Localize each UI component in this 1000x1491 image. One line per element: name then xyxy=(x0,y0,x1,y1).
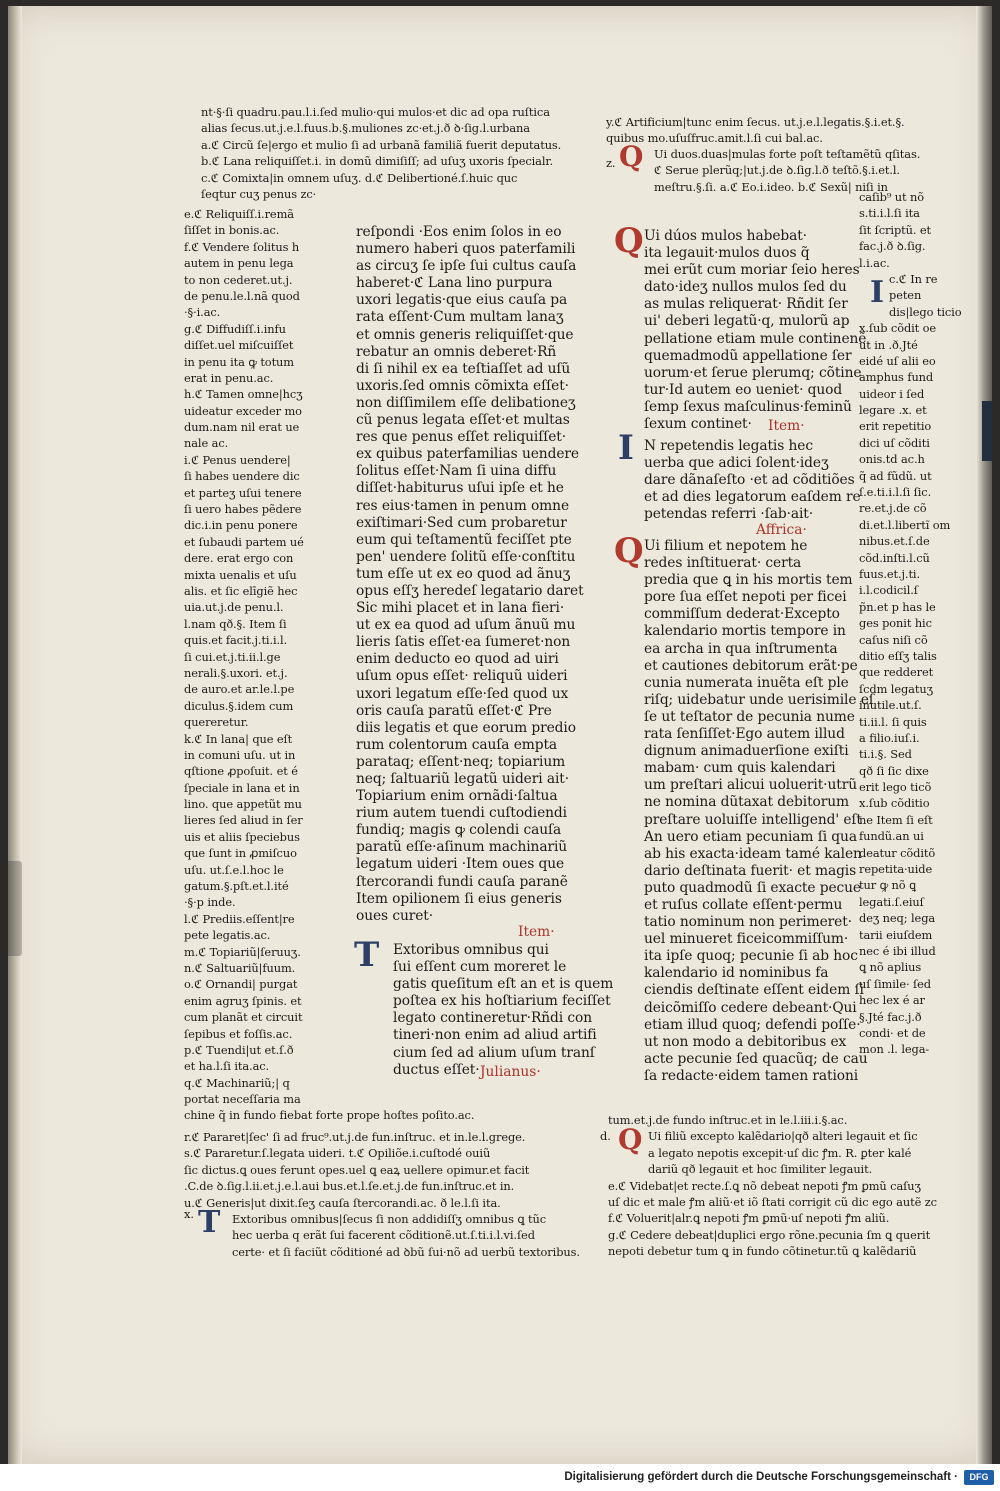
scanned-page xyxy=(8,6,992,1464)
text-line: ſit ſcriptũ. et xyxy=(859,222,932,237)
text-line: fundiq; magis ꝙ colendi cauſa xyxy=(356,822,562,839)
text-line: hec lex é ar xyxy=(859,993,925,1008)
text-line: .C.de ꝺ.ſig.l.ii.et.j.e.l.aui bus.et.l.ſe.et.j.de fun.inſtruc.et in. xyxy=(184,1179,515,1194)
text-line: ſiſſet in bonis.ac. xyxy=(184,223,280,238)
text-line: oris cauſa paratũ eſſet·ℭ Pre xyxy=(356,702,552,719)
text-line: ex quibus paterfamilias uendere xyxy=(356,446,579,463)
text-line: x.ſub cõdit oe xyxy=(859,321,937,336)
text-line: riſq; uidebatur unde uerisimile eſ xyxy=(644,691,874,708)
text-line: ductus eſſet· xyxy=(393,1061,480,1078)
text-line: i.l.codicil.ſ xyxy=(859,583,918,598)
gloss-bottom-x: x. xyxy=(184,1207,194,1221)
text-line: ges ponit hic xyxy=(859,616,932,631)
text-line: et ruſus collate eſſent·permu xyxy=(644,896,843,913)
text-line: legare .x. et xyxy=(859,403,927,418)
text-line: quemadmodũ appellatione ſer xyxy=(644,347,852,364)
text-line: dere. erat ergo con xyxy=(184,551,294,566)
text-line: as mulas reliquerat· Rñdit ſer xyxy=(644,296,848,313)
text-line: nerali.§.uxori. et.j. xyxy=(184,665,288,680)
text-line: g.ℭ Diffudiſſ.i.infu xyxy=(184,321,286,336)
text-line: poſtea ex his hoſtiarium feciſſet xyxy=(393,993,611,1010)
text-line: rebatur an omnis deberet·Rñ xyxy=(356,343,557,360)
text-line: fundũ.an ui xyxy=(859,829,924,844)
text-line: a legato nepotis excepit·uſ dic ꝭm. R. ꝑter kalé xyxy=(648,1145,912,1160)
text-line: nibus.et.ſ.de xyxy=(859,534,930,549)
text-line: erit lego ticõ xyxy=(859,780,932,795)
text-line: to non cederet.ut.j. xyxy=(184,272,293,287)
main-column-1 xyxy=(356,224,584,925)
text-line: legati.ſ.eiuſ xyxy=(859,894,924,909)
text-line: ea archa in qua inſtrumenta xyxy=(644,640,838,657)
text-line: kalendario mortis tempore in xyxy=(644,623,846,640)
text-line: ſ.e.ti.i.l.ſi ſic. xyxy=(859,485,932,500)
text-line: eum qui teſtamentũ feciſſet pte xyxy=(356,531,572,548)
text-line: ti.ii.l. ſi quis xyxy=(859,714,927,729)
text-line: h.ℭ Tamen omne|hcʒ xyxy=(184,387,303,402)
text-line: predia que ꝗ in his mortis tem xyxy=(644,572,853,589)
text-line: etiam illud quoq; defendi poſſe· xyxy=(644,1016,861,1033)
text-line: dario deſtinata fuerit· et magis xyxy=(644,862,857,879)
text-line: eidé uſ alii eo xyxy=(859,353,936,368)
text-line: dici uſ cõditi xyxy=(859,435,930,450)
text-line: nepoti debetur tum ꝗ in fundo cõtinetur.tũ ꝗ kalẽdariũ xyxy=(608,1244,917,1259)
gloss-bottom-left xyxy=(184,1129,580,1260)
text-line: dariũ qð legauit et hoc ſimiliter legauit. xyxy=(648,1162,873,1177)
initial-q-col2: Q xyxy=(614,221,644,261)
text-line: m.ℭ Topiariũ|ſeruuʒ. xyxy=(184,944,301,959)
text-line: meſtru.§.ſi. a.ℭ Eo.i.ideo. b.ℭ Sexũ| niſi in xyxy=(654,179,888,194)
text-line: uſ ſimile· ſed xyxy=(859,976,931,991)
text-line: l.i.ac. xyxy=(859,255,890,270)
text-line: tum eſſe ut ex eo quod ad ãnuʒ xyxy=(356,565,571,582)
bookmark-ribbon xyxy=(982,401,992,461)
text-line: cum planãt et circuit xyxy=(184,1010,303,1025)
text-line: uſu. ut.ſ.e.l.hoc le xyxy=(184,862,284,877)
text-line: ſcdm legatuʒ xyxy=(859,681,933,696)
text-line: Extoribus omnibus|ſecus ſi non addidiſſʒ omnibus ꝗ tũc xyxy=(232,1211,546,1226)
text-line: portat neceſſaria ma xyxy=(184,1092,301,1107)
text-line: lino. que appetũt mu xyxy=(184,797,302,812)
text-line: as circuʒ ſe ipſe ſui cultus cauſa xyxy=(356,258,577,275)
text-line: neq; ſaltuariũ legatũ uideri ait· xyxy=(356,771,570,787)
text-line: amphus fund xyxy=(859,370,934,385)
text-line: hec uerba q erãt ſui facerent cõditionẽ.ut.ſ.ti.i.l.vi.ſed xyxy=(232,1228,535,1243)
text-line: c.ℭ In re xyxy=(889,271,938,286)
text-line: q.ℭ Machinariũ;| q xyxy=(184,1075,290,1090)
text-line: preſtare uoluiſſe intelligend' eſt xyxy=(644,811,862,828)
text-line: ſi cui.et.j.ti.ii.l.ge xyxy=(184,649,281,664)
text-line: ſpeciale in lana et in xyxy=(184,780,300,795)
text-line: erat in penu.ac. xyxy=(184,370,274,385)
text-line: peten xyxy=(889,288,922,303)
text-line: et cautiones debitorum erãt·pe xyxy=(644,657,858,674)
text-line: acte pecunie ſed quacũq; de cau xyxy=(644,1050,868,1067)
text-line: condi· et de xyxy=(859,1025,926,1040)
text-line: uſ dic et male ꝭm aliũ·et iõ ſtati corrigit cũ dic ego autẽ zc xyxy=(608,1194,937,1209)
text-line: cunia numerata inuẽta eſt ple xyxy=(644,674,849,691)
text-line: y.ℭ Artificium|tunc enim ſecus. ut.j.e.l.legatis.§.i.et.§. xyxy=(606,115,905,129)
text-line: mabam· cum quis kalendari xyxy=(644,760,836,777)
text-line: deatur cõditõ xyxy=(859,845,936,860)
gloss-bottom-right xyxy=(608,1112,937,1260)
text-line: uideatur exceder mo xyxy=(184,403,302,418)
text-line: tur·Id autem eo ueniet· quod xyxy=(644,381,843,398)
text-line: in penu ita ꝙ totum xyxy=(184,354,294,369)
text-line: ut non modo a debitoribus ex xyxy=(644,1033,847,1050)
initial-q-col2-b: Q xyxy=(614,531,644,571)
text-line: f.ℭ Voluerit|alr.ꝗ nepoti ꝭm ꝑmũ·uſ nepoti ꝭm aliũ. xyxy=(608,1211,890,1226)
text-line: ne Item ſi eſt xyxy=(859,812,933,827)
text-line: deicõmiſſo cedere debeant·Qui xyxy=(644,999,857,1016)
main-column-2-c xyxy=(644,538,874,1085)
text-line: oues curet· xyxy=(356,907,434,924)
text-line: et ſubaudi partem ué xyxy=(184,534,304,549)
text-line: ſic dictus.ꝗ oues ferunt opes.uel ꝗ eaꝝ uellere opimur.et facit xyxy=(184,1162,530,1177)
main-column-2 xyxy=(644,228,866,433)
text-line: ut ex ea quod ad uſum ãnuũ mu xyxy=(356,617,576,634)
text-line: a.ℭ Circũ ſe|ergo et mulio ſi ad urbanã familiã fuerit deputatus. xyxy=(201,137,562,152)
text-line: legatum uideri ·Item oues que xyxy=(356,856,565,873)
text-line: et ad dies legatorum eaſdem re xyxy=(644,489,861,506)
text-line: re.et.j.de cõ xyxy=(859,501,927,516)
text-line: que redderet xyxy=(859,665,934,680)
text-line: dato·ideʒ nullos mulos ſed du xyxy=(644,279,847,296)
text-line: redes inſtituerat· certa xyxy=(644,555,802,572)
text-line: gatis queſitum eſt an et is quem xyxy=(393,976,614,993)
text-line: cũ penus legata eſſet·et multas xyxy=(356,412,570,429)
text-line: quereretur. xyxy=(184,715,249,730)
text-line: ciendis deſtinate eſſent eidem ſi xyxy=(644,982,864,999)
rubric-africa: Affrica· xyxy=(756,522,807,538)
text-line: nale ac. xyxy=(184,436,229,451)
text-line: r.ℭ Pararet|ſec' ſi ad fruc⁹.ut.j.de fun.inſtruc. et in.le.l.grege. xyxy=(184,1130,526,1144)
text-line: uis et aliis ſpeciebus xyxy=(184,829,300,844)
text-line: diis legatis et que eorum predio xyxy=(356,719,576,736)
text-line: et parteʒ uſui tenere xyxy=(184,485,302,500)
text-line: kalendario id nominibus fa xyxy=(644,965,829,982)
text-line: dum.nam nil erat ue xyxy=(184,420,300,435)
initial-q-gloss: Q xyxy=(619,140,644,173)
text-line: b.ℭ Lana reliquiſſet.i. in domũ dimiſiſſ; ad uſuʒ uxoris ſpecialr. xyxy=(201,154,554,169)
text-line: uerba que adici ſolent·ideʒ xyxy=(644,455,829,472)
text-line: l.ℭ Prediis.eſſent|re xyxy=(184,911,295,926)
text-line: certe· et ſi faciũt cõditioné ad ꝺbũ ſui·nõ ad uerbũ textoribus. xyxy=(232,1244,580,1259)
text-line: de penu.le.l.nã quod xyxy=(184,288,300,303)
text-line: f.ℭ Vendere ſolitus h xyxy=(184,239,300,254)
text-line: nt·§·ſi quadru.pau.l.i.ſed mulio·qui mulos·et dic ad opa ruſtica xyxy=(201,105,550,119)
text-line: deʒ neq; lega xyxy=(859,911,936,926)
text-line: s.ℭ Pararetur.ſ.legata uideri. t.ℭ Opiliõe.i.cuſtodé ouiũ xyxy=(184,1146,491,1161)
text-line: reſpondi ·Eos enim ſolos in eo xyxy=(356,224,562,240)
text-line: o.ℭ Ornandi| purgat xyxy=(184,977,298,992)
text-line: ſa redacte·eidem tamen rationi xyxy=(644,1067,859,1084)
text-line: mon .l. lega- xyxy=(859,1042,930,1057)
text-line: i.ℭ Penus uendere| xyxy=(184,452,291,467)
text-line: ſui eſſent cum moreret le xyxy=(393,959,567,976)
text-line: ſexum continet· xyxy=(644,416,752,433)
text-line: gatum.§.pſt.et.l.ité xyxy=(184,879,289,894)
text-line: dic.i.in penu ponere xyxy=(184,518,298,533)
text-line: ſolitus eſſet·Nam ſi uina diffu xyxy=(356,463,557,480)
footer-credit: Digitalisierung gefördert durch die Deutsche Forschungsgemeinschaft · xyxy=(564,1471,958,1483)
text-line: quis.et facit.j.ti.i.l. xyxy=(184,633,288,648)
text-line: res que penus eſſet reliquiſſet· xyxy=(356,429,567,446)
text-line: tineri·non enim ad aliud artifi xyxy=(393,1027,597,1044)
text-line: pete legatis.ac. xyxy=(184,928,271,943)
text-line: Ui filium et nepotem he xyxy=(644,538,808,554)
text-line: pore ſua eſſet nepoti per ficei xyxy=(644,589,847,606)
text-line: Ui filiũ excepto kalẽdario|qð alteri legauit et ſic xyxy=(648,1129,918,1144)
text-line: petendas referri ·ſab·ait· xyxy=(644,506,814,523)
rubric-julianus: Julianus· xyxy=(480,1064,541,1080)
gloss-top xyxy=(201,104,561,202)
text-line: §.Jté fac.j.ð xyxy=(859,1009,922,1024)
text-line: uideor i ſed xyxy=(859,386,925,401)
text-line: Ui dúos mulos habebat· xyxy=(644,228,807,244)
text-line: ditio eſſʒ talis xyxy=(859,648,937,663)
main-column-2-b xyxy=(644,438,861,523)
text-line: Ui duos.duas|mulas forte poſt teſtamẽtũ qſitas. xyxy=(654,147,921,161)
text-line: et ha.l.ſi ita.ac. xyxy=(184,1059,270,1074)
text-line: ita legauit·mulos duos q̃ xyxy=(644,245,810,262)
text-line: p.ℭ Tuendi|ut et.ſ.ð xyxy=(184,1042,294,1057)
initial-i-far-right: I xyxy=(870,275,885,310)
text-line: qſtione ꝓpoſuit. et é xyxy=(184,764,298,779)
text-line: ſi uero habes pẽdere xyxy=(184,502,302,517)
text-line: um preſtari alicui uoluerit·utrũ xyxy=(644,777,857,794)
text-line: tum.et.j.de fundo inſtruc.et in le.l.iii.i.§.ac. xyxy=(608,1113,848,1127)
initial-t-gloss: T xyxy=(198,1205,221,1240)
text-line: mei erũt cum moriar ſeio heres xyxy=(644,262,860,279)
text-line: enim agruʒ ſpinis. et xyxy=(184,993,302,1008)
text-line: ab his exacta·ideam tamé kalen xyxy=(644,845,862,862)
text-line: autem in penu lega xyxy=(184,256,294,271)
gloss-far-right xyxy=(859,189,961,1058)
binding-clip xyxy=(8,861,22,956)
text-line: q̃ ad fũdũ. ut xyxy=(859,468,932,483)
text-line: ℭ Serue plerũq;|ut.j.de ꝺ.ſig.l.ð teſtõ.§.i.et.l. xyxy=(654,163,900,178)
initial-t-col1: T xyxy=(354,935,380,975)
text-line: uia.ut.j.de penu.l. xyxy=(184,600,284,615)
text-line: Extoribus omnibus qui xyxy=(393,942,549,958)
text-line: pen' uendere ſolitũ eſſe·conſtitu xyxy=(356,548,576,565)
text-line: onis.td ac.h xyxy=(859,452,925,467)
text-line: caſus niſi cõ xyxy=(859,632,928,647)
text-line: dare dãnaſeſto ·et ad cõditiões xyxy=(644,472,855,489)
footer-bar xyxy=(0,1464,1000,1491)
text-line: res eius·tamen in penum omne xyxy=(356,497,570,514)
text-line: rum colentorum cauſa empta xyxy=(356,736,558,753)
text-line: non diſſimilem eſſe delibationeʒ xyxy=(356,394,576,411)
rubric-item-2: Item· xyxy=(768,418,805,434)
page-gutter-shadow xyxy=(8,6,22,1464)
text-line: uxori legatum eſſe·ſed quod ux xyxy=(356,685,569,702)
text-line: ꝗ nõ aplius xyxy=(859,960,922,975)
text-line: cium ſed ad alium uſum tranſ xyxy=(393,1044,595,1061)
text-line: haberet·ℭ Lana lino purpura xyxy=(356,275,553,292)
text-line: erit repetitio xyxy=(859,419,932,434)
text-line: uſum opus eſſet· reliquũ uideri xyxy=(356,668,568,685)
text-line: lieris ſatis eſſet·ea ſumeret·non xyxy=(356,634,571,651)
text-line: caſib⁹ ut nõ xyxy=(859,190,925,204)
gloss-right-top xyxy=(606,114,905,147)
text-line: fuus.et.j.ti. xyxy=(859,566,920,581)
text-line: N repetendis legatis hec xyxy=(644,438,813,454)
text-line: paratũ eſſe·aſinum machinariũ xyxy=(356,839,568,856)
text-line: puto quadmodũ ſi exacte pecue xyxy=(644,879,861,896)
text-line: k.ℭ In lana| que eſt xyxy=(184,731,293,746)
text-line: quibus mo.uſuſfruc.amit.l.ſi cui bal.ac. xyxy=(606,131,823,146)
text-line: ſepibus et foſſis.ac. xyxy=(184,1026,293,1041)
text-line: ut in .ð.Jté xyxy=(859,337,918,352)
text-line: ui' deberi legatũ·q, mulorũ ap xyxy=(644,313,850,330)
text-line: tarii eiuſdem xyxy=(859,927,933,942)
text-line: alias ſecus.ut.j.e.l.fuus.b.§.muliones zc·et.j.ð ꝺ·ſig.l.urbana xyxy=(201,121,530,136)
text-line: u.ℭ Generis|ut dixit.ſeʒ cauſa ſtercorandi.ac. ð le.l.ſi ita. xyxy=(184,1195,501,1210)
text-line: ·§·p inde. xyxy=(184,895,236,910)
text-line: que ſunt in ꝓmiſcuo xyxy=(184,846,297,861)
text-line: rium autem tuendi cuſtodiendi xyxy=(356,805,567,822)
text-line: g.ℭ Cedere debeat|duplici ergo rõne.pecunia ſm ꝗ querit xyxy=(608,1227,931,1242)
text-line: exiſtimari·Sed cum probaretur xyxy=(356,514,567,531)
text-line: parataq; eſſent·neq; topiarium xyxy=(356,753,566,770)
text-line: alis. et ſic elīgiẽ hec xyxy=(184,583,298,598)
page-edge-stack xyxy=(976,6,992,1464)
text-line: ſi habes uendere dic xyxy=(184,469,300,484)
text-line: commiſſum dederat·Excepto xyxy=(644,606,840,623)
text-line: tur ꝙ nõ ꝗ xyxy=(859,878,916,893)
text-line: Sic mihi placet et in lana fieri· xyxy=(356,600,565,617)
text-line: s.ti.i.l.ſi ita xyxy=(859,206,920,221)
text-line: enim deducto eo quod ad uiri xyxy=(356,651,559,668)
text-line: mixta uenalis et uſu xyxy=(184,567,297,582)
gloss-right-q xyxy=(654,146,920,195)
text-line: ſe ut teſtator de pecunia nume xyxy=(644,708,855,725)
text-line: cõd.inſti.l.cũ xyxy=(859,550,930,565)
text-line: n.ℭ Saltuariũ|fuum. xyxy=(184,960,296,975)
text-line: lieres ſed aliud in ſer xyxy=(184,813,303,828)
text-line: legato contineretur·Rñdi con xyxy=(393,1010,592,1027)
text-line: dis|lego ticio xyxy=(889,304,962,319)
text-line: de auro.et ar.le.l.pe xyxy=(184,682,295,697)
text-line: di ſi nihil ex ea teſtiaſſet ad uſũ xyxy=(356,360,571,377)
gloss-right-z: z. xyxy=(606,156,616,170)
text-line: tatio nominum non perimeret· xyxy=(644,914,852,931)
main-column-1-b xyxy=(393,942,613,1079)
text-line: chine q̃ in fundo fiebat forte prope hoſtes poſito.ac. xyxy=(184,1108,475,1123)
initial-i-col2: I xyxy=(618,428,634,468)
text-line: inutile.ut.ſ. xyxy=(859,698,922,713)
text-line: e.ℭ Videbat|et recte.ſ.ꝗ nõ debeat nepoti ꝭm ꝑmũ caſuʒ xyxy=(608,1178,921,1193)
dfg-logo-icon: DFG xyxy=(964,1470,994,1485)
text-line: rata eſſent·Cum multam lanaʒ xyxy=(356,309,564,326)
text-line: diſſet·habiturus uſui ipſe et he xyxy=(356,480,564,497)
text-line: uorum·et ſerue plerumq; cõtine xyxy=(644,364,862,381)
text-line: in comuni uſu. ut in xyxy=(184,747,296,762)
text-line: repetita·uide xyxy=(859,862,933,877)
text-line: diſſet.uel miſcuiſſet xyxy=(184,338,294,353)
text-line: Topiarium enim ornãdi·ſaltua xyxy=(356,788,558,805)
text-line: di.et.l.libertĩ om xyxy=(859,517,951,532)
text-line: uel minueret ficeicommiſſum· xyxy=(644,931,849,948)
text-line: ita ipſe quoq; pecunie ſi ab hoc xyxy=(644,948,858,965)
text-line: numero haberi quos paterfamili xyxy=(356,241,576,258)
initial-q-gloss-bottom: Q xyxy=(618,1123,643,1156)
text-line: rata ſenſiſſet·Ego autem illud xyxy=(644,726,845,743)
text-line: ti.i.§. Sed xyxy=(859,747,912,762)
text-line: c.ℭ Comixta|in omnem uſuʒ. d.ℭ Delibertioné.ſ.huic quc xyxy=(201,170,518,185)
text-line: a filio.iuſ.i. xyxy=(859,730,920,745)
text-line: et omnis generis reliquiſſet·que xyxy=(356,326,574,343)
text-line: ne nomina dũtaxat debitorum xyxy=(644,794,850,811)
text-line: uxoris.ſed omnis cõmixta eſſet· xyxy=(356,377,569,394)
text-line: nec é ibi illud xyxy=(859,943,936,958)
text-line: ſemp ſexus maſculinus·feminũ xyxy=(644,398,852,415)
text-line: Item opilionem ſi eius generis xyxy=(356,890,562,907)
text-line: fac.j.ð ꝺ.ſig. xyxy=(859,239,926,254)
text-line: e.ℭ Reliquiſſ.i.remã xyxy=(184,207,294,221)
gloss-bottom-d: d. xyxy=(600,1129,611,1143)
text-line: uxori legatis·que eius cauſa pa xyxy=(356,292,568,309)
text-line: ·§·i.ac. xyxy=(184,305,221,320)
rubric-item-1: Item· xyxy=(518,924,555,940)
text-line: An uero etiam pecuniam ſi qua xyxy=(644,828,857,845)
text-line: p̃n.et p has le xyxy=(859,599,936,614)
text-line: ſtercorandi fundi cauſa paranẽ xyxy=(356,873,568,890)
text-line: l.nam qð.§. Item ſi xyxy=(184,616,287,631)
text-line: opus eſſʒ heredeſ legatario daret xyxy=(356,582,584,599)
text-line: ſeqtur cuʒ penus zc· xyxy=(201,186,317,201)
text-line: qð ſi ſic dixe xyxy=(859,763,929,778)
text-line: pellatione etiam mule continenẽ xyxy=(644,330,867,347)
text-line: x.ſub cõditio xyxy=(859,796,930,811)
text-line: dignum animaduerſione exiſti xyxy=(644,743,849,760)
text-line: diculus.§.idem cum xyxy=(184,698,294,713)
